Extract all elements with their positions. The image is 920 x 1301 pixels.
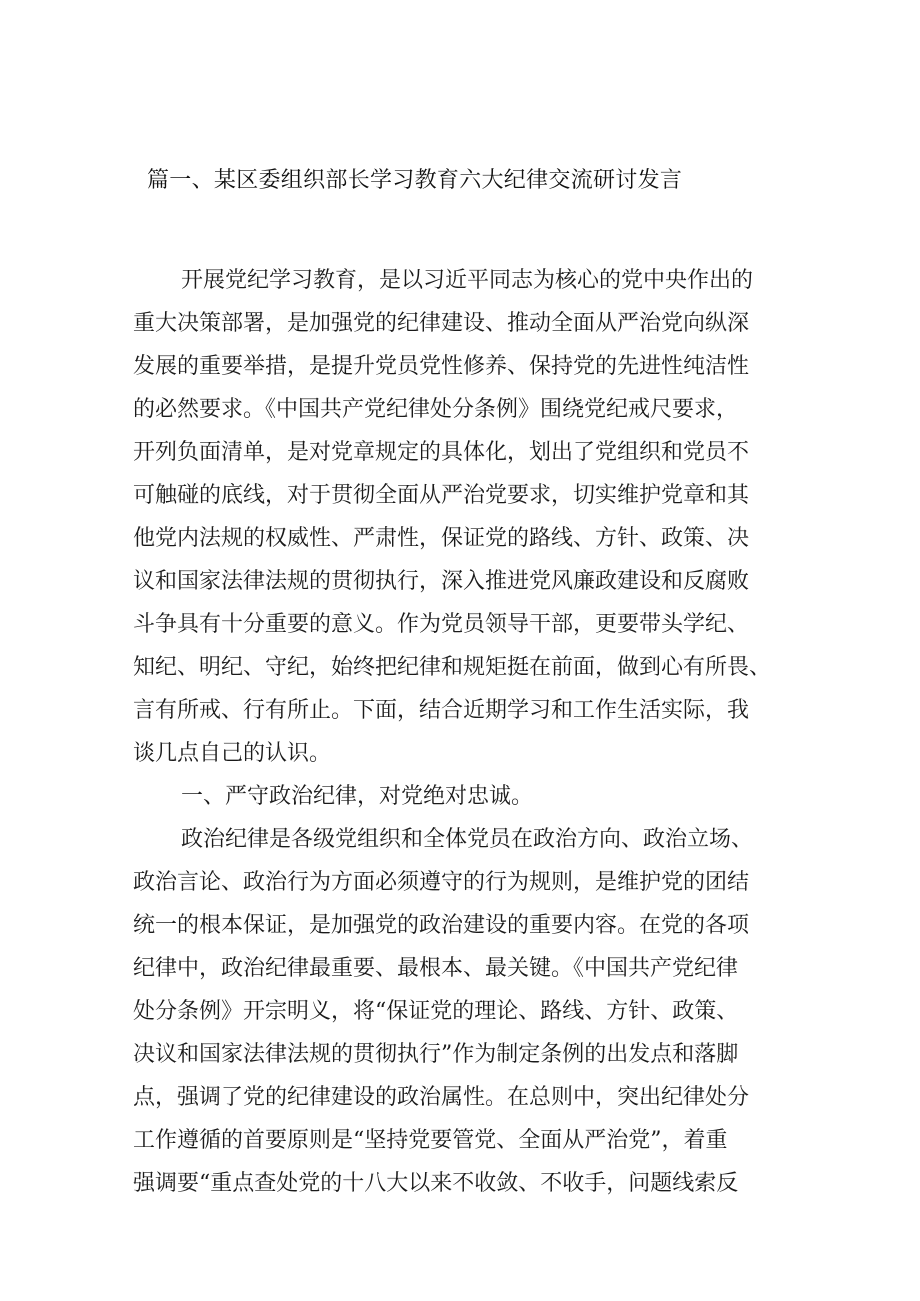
paragraph-line: 重大决策部署，是加强党的纪律建设、推动全面从严治党向纵深 — [133, 311, 750, 336]
paragraph-line: 政治纪律是各级党组织和全体党员在政治方向、政治立场、 — [181, 827, 754, 852]
paragraph-line: 谈几点自己的认识。 — [133, 741, 332, 766]
paragraph-line: 的必然要求。《中国共产党纪律处分条例》围绕党纪戒尺要求， — [133, 397, 739, 422]
paragraph-line: 强调要“重点查处党的十八大以来不收敛、不收手，问题线索反 — [133, 1171, 739, 1196]
paragraph-line: 工作遵循的首要原则是“坚持党要管党、全面从严治党”，着重 — [133, 1128, 728, 1153]
paragraph-line: 言有所戒、行有所止。下面，结合近期学习和工作生活实际，我 — [133, 698, 750, 723]
paragraph-line: 政治言论、政治行为方面必须遵守的行为规则，是维护党的团结 — [133, 870, 750, 895]
paragraph-line: 开列负面清单，是对党章规定的具体化，划出了党组织和党员不 — [133, 440, 750, 465]
paragraph-line: 他党内法规的权威性、严肃性，保证党的路线、方针、政策、决 — [133, 526, 750, 551]
paragraph-line: 决议和国家法律法规的贯彻执行”作为制定条例的出发点和落脚 — [133, 1042, 739, 1067]
paragraph-line: 统一的根本保证，是加强党的政治建设的重要内容。在党的各项 — [133, 913, 750, 938]
paragraph-line: 斗争具有十分重要的意义。作为党员领导干部，更要带头学纪、 — [133, 612, 750, 637]
paragraph-line: 议和国家法律法规的贯彻执行，深入推进党风廉政建设和反腐败 — [133, 569, 750, 594]
paragraph-line: 处分条例》开宗明义，将“保证党的理论、路线、方针、政策、 — [133, 999, 739, 1024]
paragraph-line: 纪律中，政治纪律最重要、最根本、最关键。《中国共产党纪律 — [133, 956, 739, 981]
paragraph-line: 点，强调了党的纪律建设的政治属性。在总则中，突出纪律处分 — [133, 1085, 750, 1110]
paragraph-line: 可触碰的底线，对于贯彻全面从严治党要求，切实维护党章和其 — [133, 483, 750, 508]
paragraph-line: 知纪、明纪、守纪，始终把纪律和规矩挺在前面，做到心有所畏、 — [133, 655, 772, 680]
paragraph-line: 发展的重要举措，是提升党员党性修养、保持党的先进性纯洁性 — [133, 354, 750, 379]
paragraph-line: 开展党纪学习教育，是以习近平同志为核心的党中央作出的 — [181, 268, 754, 293]
document-title: 篇一、某区委组织部长学习教育六大纪律交流研讨发言 — [147, 168, 683, 193]
section-heading: 一、严守政治纪律，对党绝对忠诚。 — [181, 784, 534, 809]
